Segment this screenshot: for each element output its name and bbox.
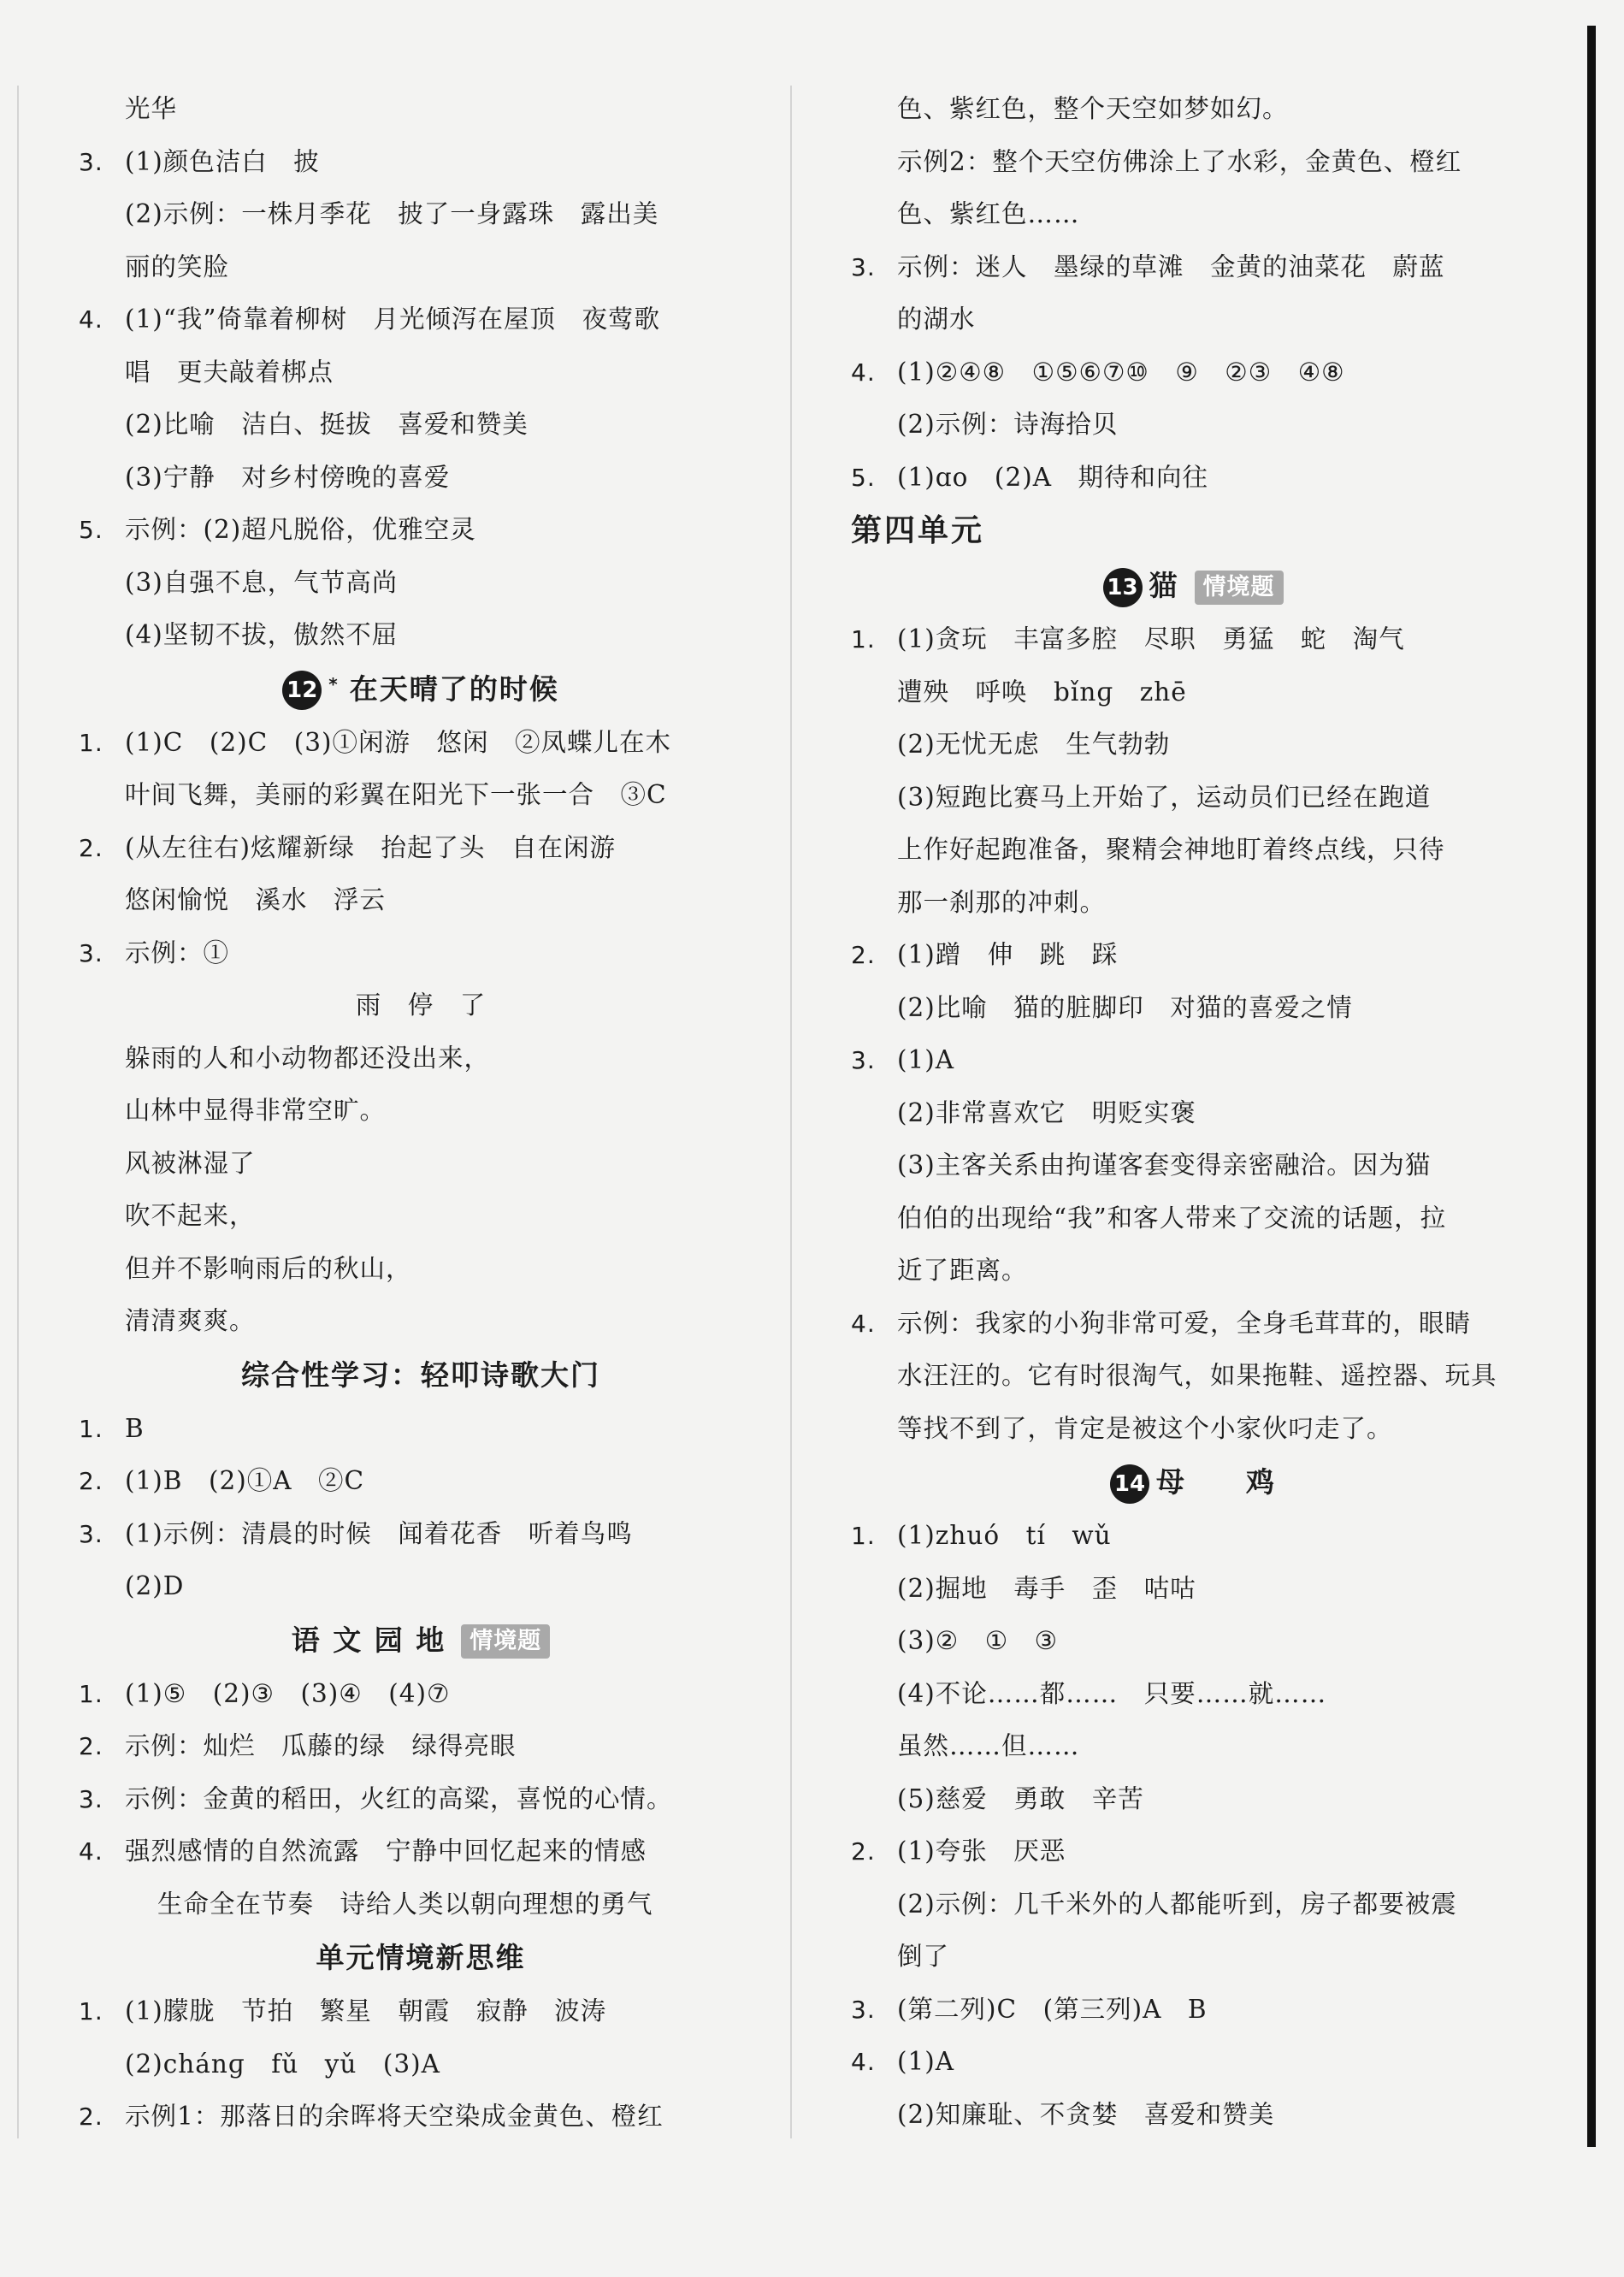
poem-line: 山林中显得非常空旷。 xyxy=(125,1096,387,1125)
answer-text: (从左往右)炫耀新绿 抬起了头 自在闲游 xyxy=(125,832,617,862)
question-number: 2. xyxy=(851,941,876,969)
question-number: 1. xyxy=(851,1522,876,1550)
lesson-title: 母 鸡 xyxy=(1156,1465,1276,1499)
question-number: 3. xyxy=(851,1995,876,2024)
answer-line: 示例2：整个天空仿佛涂上了水彩，金黄色、橙红 xyxy=(897,146,1462,176)
question-3 xyxy=(851,1034,1535,1087)
question-1 xyxy=(79,1403,763,1456)
question-1 xyxy=(851,1510,1535,1563)
answer-line: (2)示例：几千米外的人都能听到，房子都要被震 xyxy=(897,1889,1457,1919)
answer-line: 上作好起跑准备，聚精会神地盯着终点线，只待 xyxy=(897,835,1445,864)
section-title: 语 文 园 地 xyxy=(291,1623,446,1657)
lesson-title: 在天晴了的时候 xyxy=(349,671,559,706)
answer-line: 近了距离。 xyxy=(897,1256,1028,1285)
answer-text: (1)⑤ (2)③ (3)④ (4)⑦ xyxy=(125,1678,451,1708)
question-number: 4. xyxy=(79,1837,103,1866)
question-3 xyxy=(79,1773,763,1826)
question-number: 1. xyxy=(79,1414,103,1443)
right-column xyxy=(851,83,1535,2141)
answer-line: (2)比喻 猫的脏脚印 对猫的喜爱之情 xyxy=(897,992,1353,1022)
question-4 xyxy=(79,293,763,346)
lesson-13-heading xyxy=(851,559,1535,613)
question-number: 3. xyxy=(79,1519,103,1548)
question-4 xyxy=(851,1298,1535,1351)
question-number: 4. xyxy=(79,305,103,334)
question-4 xyxy=(851,346,1535,399)
answer-line: 的湖水 xyxy=(897,305,976,334)
answer-line: (3)主客关系由拘谨客套变得亲密融洽。因为猫 xyxy=(897,1150,1432,1180)
answer-line: 那一刹那的冲刺。 xyxy=(897,887,1107,917)
answer-line: (4)坚韧不拔，傲然不屈 xyxy=(125,620,399,649)
answer-line: (3)宁静 对乡村傍晚的喜爱 xyxy=(125,462,451,492)
lesson-12-heading xyxy=(79,662,763,717)
question-number: 1. xyxy=(851,625,876,654)
scenario-tag: 情境题 xyxy=(461,1624,550,1659)
lesson-title: 猫 xyxy=(1149,569,1179,602)
answer-text: (1)夸张 厌恶 xyxy=(897,1836,1066,1866)
answer-line: (2)掘地 毒手 歪 咕咕 xyxy=(897,1573,1196,1603)
answer-line: 倒了 xyxy=(897,1942,950,1971)
answer-text: (1)ɑo (2)A 期待和向往 xyxy=(897,462,1209,492)
question-number: 4. xyxy=(851,1309,876,1338)
answer-text: 示例：我家的小狗非常可爱，全身毛茸茸的，眼睛 xyxy=(897,1308,1472,1338)
question-3 xyxy=(79,136,763,189)
answer-text: (1)zhuó tí wǔ xyxy=(897,1521,1112,1550)
question-number: 5. xyxy=(851,463,876,492)
question-1 xyxy=(79,1985,763,2038)
answer-text: (第二列)C (第三列)A B xyxy=(897,1994,1208,2024)
question-number: 2. xyxy=(851,1837,876,1866)
question-2 xyxy=(79,1455,763,1508)
answer-text: 示例：① xyxy=(125,937,230,967)
question-3 xyxy=(851,1984,1535,2037)
poem-line: 躲雨的人和小动物都还没出来， xyxy=(125,1043,491,1073)
question-number: 3. xyxy=(79,1784,103,1813)
question-number: 4. xyxy=(851,2048,876,2076)
answer-text: 示例：迷人 墨绿的草滩 金黄的油菜花 蔚蓝 xyxy=(897,251,1445,281)
question-number: 1. xyxy=(79,1679,103,1708)
answer-line: (2)示例：诗海拾贝 xyxy=(897,410,1119,439)
answer-text: 示例：(2)超凡脱俗，优雅空灵 xyxy=(125,515,476,544)
answer-line: (2)知廉耻、不贪婪 喜爱和赞美 xyxy=(897,2099,1275,2129)
question-number: 2. xyxy=(79,2103,103,2131)
answer-text: (1)A xyxy=(897,2047,955,2076)
answer-line: 叶间飞舞，美丽的彩翼在阳光下一张一合 ③C xyxy=(125,780,667,809)
question-1 xyxy=(79,1668,763,1721)
question-number: 3. xyxy=(851,252,876,281)
answer-line: 悠闲愉悦 溪水 浮云 xyxy=(125,885,387,914)
question-1 xyxy=(851,613,1535,666)
optional-star: * xyxy=(328,673,340,695)
answer-line: (4)不论……都…… 只要……就…… xyxy=(897,1678,1327,1708)
question-number: 2. xyxy=(79,833,103,862)
answer-line: 光华 xyxy=(125,94,178,123)
answer-line: 色、紫红色，整个天空如梦如幻。 xyxy=(897,94,1289,123)
question-2 xyxy=(79,1720,763,1773)
section-heading-comprehensive: 综合性学习：轻叩诗歌大门 xyxy=(241,1357,600,1392)
question-number: 5. xyxy=(79,516,103,544)
answer-text: (1)颜色洁白 披 xyxy=(125,146,320,176)
question-number: 3. xyxy=(851,1046,876,1074)
question-number: 2. xyxy=(79,1467,103,1495)
answer-line: (2)无忧无虑 生气勃勃 xyxy=(897,730,1171,759)
question-number: 3. xyxy=(79,938,103,967)
poem-line: 清清爽爽。 xyxy=(125,1306,256,1335)
question-number: 2. xyxy=(79,1732,103,1760)
answer-line: 遭殃 呼唤 bǐnɡ zhē xyxy=(897,677,1187,707)
answer-text: B xyxy=(125,1413,145,1443)
answer-text: (1)B (2)①A ②C xyxy=(125,1466,365,1495)
poem-line: 但并不影响雨后的秋山， xyxy=(125,1253,412,1283)
answer-text: (1)贪玩 丰富多腔 尽职 勇猛 蛇 淘气 xyxy=(897,624,1405,654)
answer-line: (3)自强不息，气节高尚 xyxy=(125,567,399,597)
answer-line: (5)慈爱 勇敢 辛苦 xyxy=(897,1783,1144,1813)
answer-line: 等找不到了，肯定是被这个小家伙叼走了。 xyxy=(897,1413,1393,1443)
question-5 xyxy=(851,452,1535,505)
answer-text: 示例：金黄的稻田，火红的高粱，喜悦的心情。 xyxy=(125,1783,673,1813)
question-1 xyxy=(79,717,763,770)
question-5 xyxy=(79,504,763,557)
question-4 xyxy=(851,2036,1535,2089)
lesson-badge: 13 xyxy=(1103,568,1143,607)
question-number: 1. xyxy=(79,1997,103,2026)
section-heading-unit-thinking: 单元情境新思维 xyxy=(316,1941,526,1974)
answer-text: (1)蹭 伸 跳 踩 xyxy=(897,940,1119,969)
answer-text: 示例1：那落日的余晖将天空染成金黄色、橙红 xyxy=(125,2102,664,2131)
question-2 xyxy=(79,2091,763,2144)
lesson-14-heading xyxy=(851,1455,1535,1510)
answer-text: (1)A xyxy=(897,1045,955,1074)
answer-line: (3)② ① ③ xyxy=(897,1626,1059,1655)
answer-line: 生命全在节奏 诗给人类以朝向理想的勇气 xyxy=(157,1889,653,1919)
answer-text: (1)C (2)C (3)①闲游 悠闲 ②凤蝶儿在木 xyxy=(125,727,672,757)
answer-text: (1)朦胧 节拍 繁星 朝霞 寂静 波涛 xyxy=(125,1996,607,2026)
answer-line: (2)比喻 洁白、挺拔 喜爱和赞美 xyxy=(125,410,529,439)
lesson-badge: 14 xyxy=(1110,1464,1149,1504)
answer-line: 伯伯的出现给“我”和客人带来了交流的话题，拉 xyxy=(897,1203,1447,1233)
poem-line: 吹不起来， xyxy=(125,1201,256,1230)
answer-line: (2)D xyxy=(125,1571,185,1600)
lesson-badge: 12 xyxy=(282,671,322,710)
answer-text: 强烈感情的自然流露 宁静中回忆起来的情感 xyxy=(125,1836,647,1866)
question-3 xyxy=(851,241,1535,294)
answer-text: 示例：灿烂 瓜藤的绿 绿得亮眼 xyxy=(125,1731,517,1760)
column-divider xyxy=(790,86,792,2138)
answer-line: (2)示例：一株月季花 披了一身露珠 露出美 xyxy=(125,199,659,228)
answer-text: (1)示例：清晨的时候 闻着花香 听着鸟鸣 xyxy=(125,1518,633,1548)
answer-line: 色、紫红色…… xyxy=(897,199,1080,228)
scenario-tag: 情境题 xyxy=(1195,571,1284,605)
question-4 xyxy=(79,1825,763,1878)
question-number: 4. xyxy=(851,358,876,387)
question-2 xyxy=(851,929,1535,982)
answer-text: (1)②④⑧ ①⑤⑥⑦⑩ ⑨ ②③ ④⑧ xyxy=(897,357,1345,387)
answer-text: (1)“我”倚靠着柳树 月光倾泻在屋顶 夜莺歌 xyxy=(125,305,660,334)
answer-line: (3)短跑比赛马上开始了，运动员们已经在跑道 xyxy=(897,782,1432,812)
section-heading-yuwen xyxy=(79,1613,763,1668)
question-number: 1. xyxy=(79,728,103,757)
left-margin-rule xyxy=(17,86,19,2138)
question-3 xyxy=(79,1508,763,1561)
question-number: 3. xyxy=(79,147,103,176)
question-3 xyxy=(79,927,763,980)
answer-line: (2)chánɡ fǔ yǔ (3)A xyxy=(125,2049,440,2079)
question-2 xyxy=(79,822,763,875)
answer-line: 水汪汪的。它有时很淘气，如果拖鞋、遥控器、玩具 xyxy=(897,1361,1497,1390)
answer-line: 丽的笑脸 xyxy=(125,251,230,281)
question-2 xyxy=(851,1825,1535,1878)
answer-line: 唱 更夫敲着梆点 xyxy=(125,357,334,387)
answer-line: (2)非常喜欢它 明贬实褒 xyxy=(897,1097,1196,1127)
unit-4-heading: 第四单元 xyxy=(851,513,985,548)
left-column xyxy=(79,83,763,2144)
poem-title: 雨 停 了 xyxy=(355,991,487,1020)
poem-line: 风被淋湿了 xyxy=(125,1148,256,1178)
page-edge-bar xyxy=(1587,26,1596,2147)
answer-line: 虽然……但…… xyxy=(897,1731,1080,1760)
